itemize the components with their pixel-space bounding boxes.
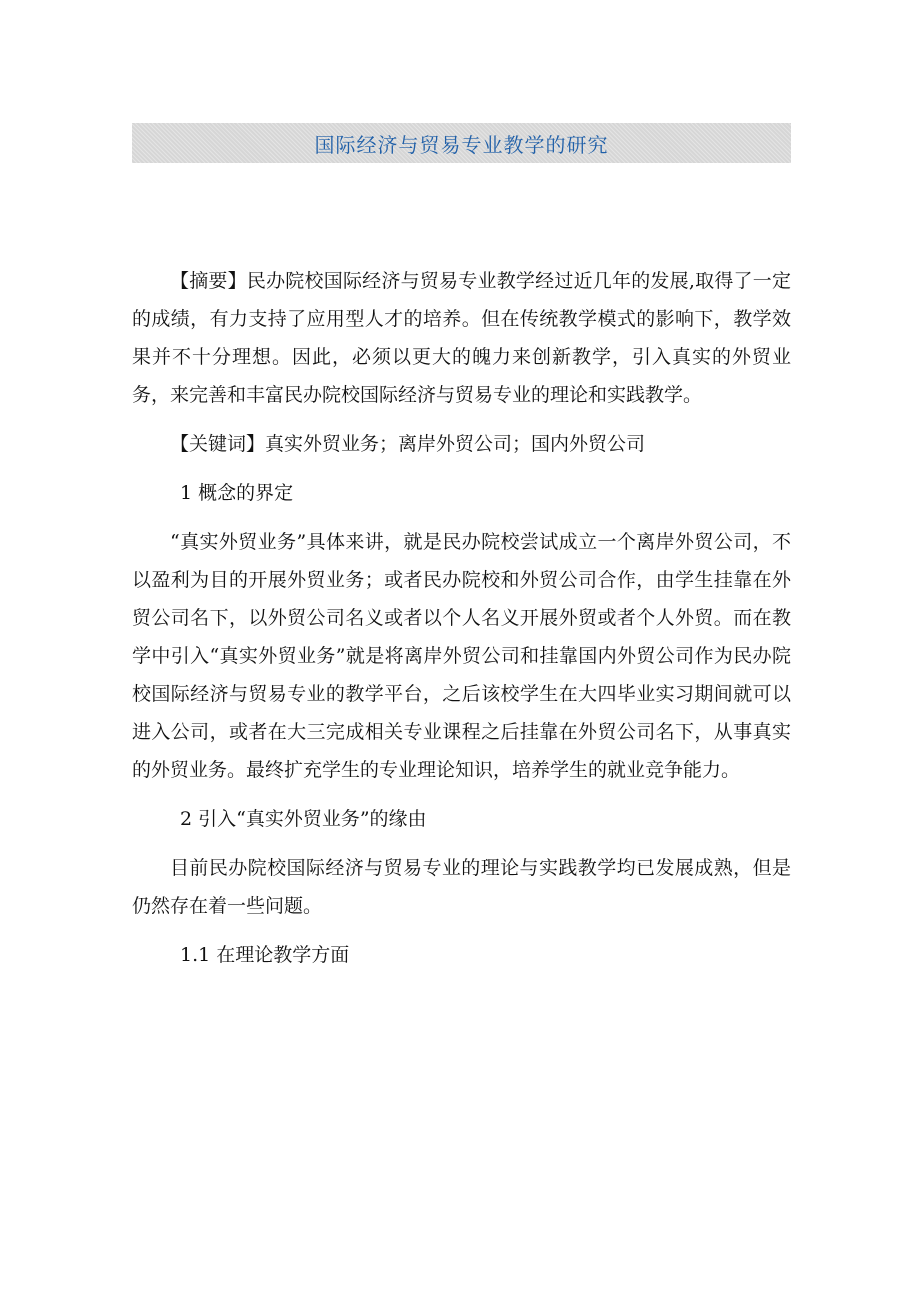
document-title: 国际经济与贸易专业教学的研究 xyxy=(314,132,609,157)
abstract-paragraph: 【摘要】民办院校国际经济与贸易专业教学经过近几年的发展,取得了一定的成绩，有力支持了应用型人才的培养。但在传统教学模式的影响下，教学效果并不十分理想。因此，必须以更大的魄力来创新教学，引入真实的外贸业务，来完善和丰富民办院校国际经济与贸易专业的理论和实践教学。 xyxy=(132,270,791,406)
section-1-heading: 1 概念的界定 xyxy=(180,482,294,504)
section-2-paragraph: 目前民办院校国际经济与贸易专业的理论与实践教学均已发展成熟，但是仍然存在着一些问题。 xyxy=(132,857,791,917)
document-body xyxy=(132,262,791,985)
section-2-heading: 2 引入“真实外贸业务”的缘由 xyxy=(180,808,427,830)
keywords-paragraph: 【关键词】真实外贸业务；离岸外贸公司；国内外贸公司 xyxy=(170,433,646,455)
section-1-paragraph: “真实外贸业务”具体来讲，就是民办院校尝试成立一个离岸外贸公司，不以盈利为目的开展外贸业务；或者民办院校和外贸公司合作，由学生挂靠在外贸公司名下，以外贸公司名义或者以个人名义开展外贸或者个人外贸。而在教学中引入“真实外贸业务”就是将离岸外贸公司和挂靠国内外贸公司作为民办院校国际经济与贸易专业的教学平台，之后该校学生在大四毕业实习期间就可以进入公司，或者在大三完成相关专业课程之后挂靠在外贸公司名下，从事真实的外贸业务。最终扩充学生的专业理论知识，培养学生的就业竞争能力。 xyxy=(132,531,791,781)
subsection-heading: 1.1 在理论教学方面 xyxy=(180,944,350,966)
title-banner xyxy=(132,123,791,163)
